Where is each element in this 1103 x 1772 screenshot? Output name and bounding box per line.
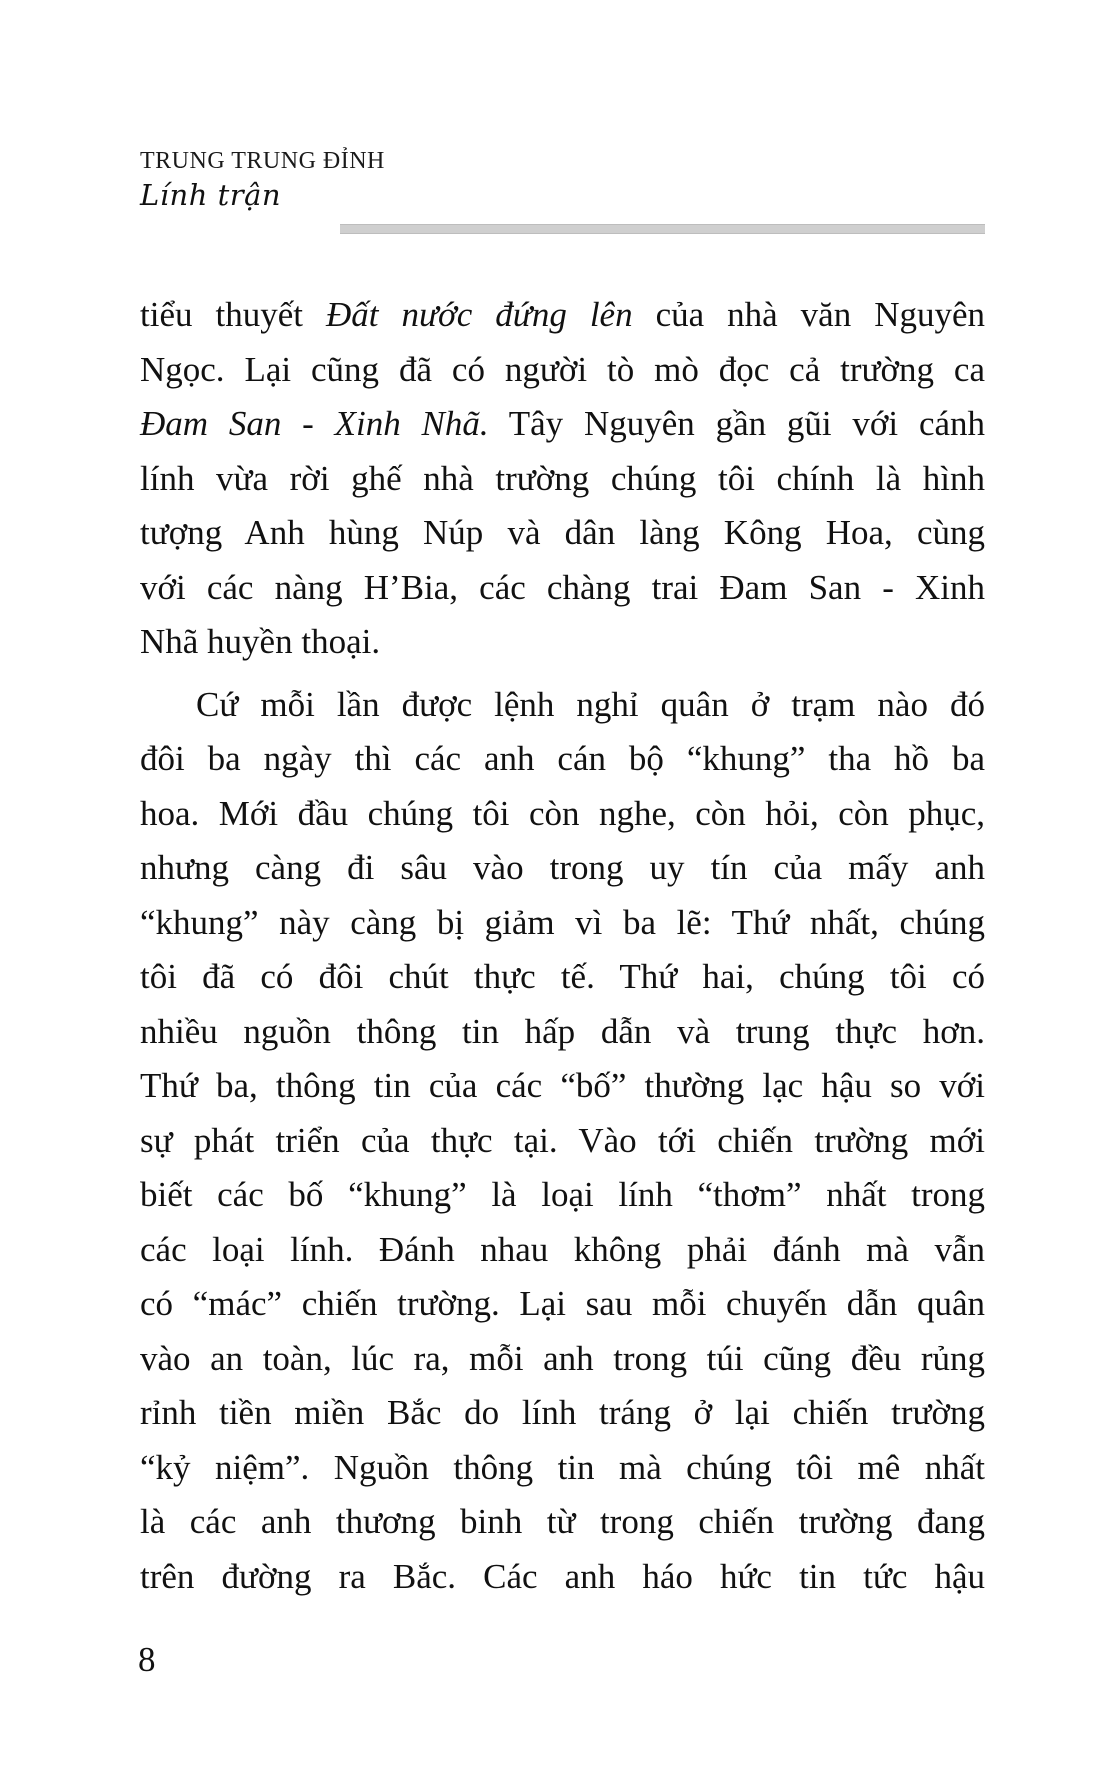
- text-line: tượng Anh hùng Núp và dân làng Kông Hoa, cùng: [140, 513, 985, 552]
- italic-title: Đam San - Xinh Nhã.: [140, 404, 489, 443]
- text-run: Tây Nguyên gần gũi với cánh: [488, 404, 986, 443]
- text-line: nhưng càng đi sâu vào trong uy tín của mấy anh: [140, 848, 985, 887]
- text-run: tiểu thuyết: [140, 295, 326, 334]
- text-line: Nhã huyền thoại.: [140, 622, 381, 661]
- body-text: [140, 288, 985, 1604]
- header-rule-gap: [140, 214, 340, 234]
- text-line: tôi đã có đôi chút thực tế. Thứ hai, chúng tôi có: [140, 957, 985, 996]
- text-line: lính vừa rời ghế nhà trường chúng tôi chính là hình: [140, 458, 985, 498]
- text-line: sự phát triển của thực tại. Vào tới chiến trường mới: [140, 1120, 985, 1160]
- text-line: “khung” này càng bị giảm vì ba lẽ: Thứ nhất, chúng: [140, 902, 985, 942]
- text-line: Thứ ba, thông tin của các “bố” thường lạc hậu so với: [140, 1066, 985, 1105]
- text-line: là các anh thương binh từ trong chiến trường đang: [140, 1502, 985, 1541]
- text-line: vào an toàn, lúc ra, mỗi anh trong túi cũng đều rủng: [140, 1338, 985, 1378]
- text-line: Ngọc. Lại cũng đã có người tò mò đọc cả trường ca: [140, 349, 985, 389]
- page-number: 8: [138, 1640, 156, 1679]
- text-line: Cứ mỗi lần được lệnh nghỉ quân ở trạm nào đó: [196, 684, 985, 724]
- italic-title: Đất nước đứng lên: [325, 295, 633, 334]
- text-line: [140, 397, 985, 452]
- book-title: Lính trận: [140, 178, 282, 212]
- text-line: đôi ba ngày thì các anh cán bộ “khung” tha hồ ba: [140, 739, 985, 778]
- text-line: có “mác” chiến trường. Lại sau mỗi chuyến dẫn quân: [140, 1284, 985, 1323]
- running-header: [140, 148, 985, 238]
- text-line: “kỷ niệm”. Nguồn thông tin mà chúng tôi mê nhất: [140, 1447, 985, 1487]
- text-line: hoa. Mới đầu chúng tôi còn nghe, còn hỏi, còn phục,: [140, 793, 985, 833]
- paragraph-2: [140, 678, 985, 1605]
- text-line: rỉnh tiền miền Bắc do lính tráng ở lại chiến trường: [140, 1393, 985, 1432]
- text-line: các loại lính. Đánh nhau không phải đánh mà vẫn: [140, 1229, 985, 1269]
- text-line: [140, 288, 985, 343]
- text-line: biết các bố “khung” là loại lính “thơm” nhất trong: [140, 1175, 985, 1214]
- text-line: nhiều nguồn thông tin hấp dẫn và trung thực hơn.: [140, 1011, 985, 1051]
- text-line: trên đường ra Bắc. Các anh háo hức tin tức hậu: [140, 1556, 985, 1596]
- paragraph-1: [140, 288, 985, 670]
- author-name: TRUNG TRUNG ĐỈNH: [140, 148, 385, 174]
- text-run: của nhà văn Nguyên: [632, 295, 986, 334]
- text-line: với các nàng H’Bia, các chàng trai Đam San - Xinh: [140, 567, 985, 607]
- paragraph-gap: [140, 670, 985, 678]
